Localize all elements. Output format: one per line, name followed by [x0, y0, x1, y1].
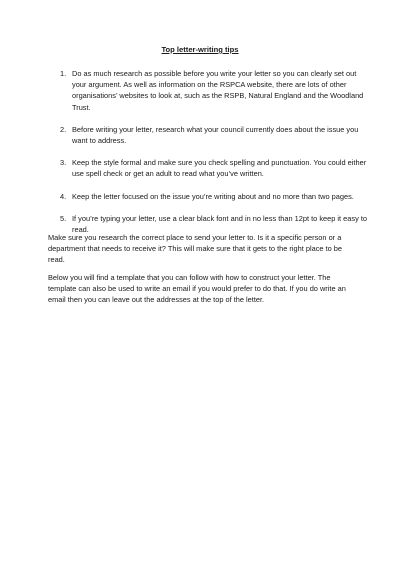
list-item-text: Do as much research as possible before you write your letter so you can clearly set out your argument. As well as information on the RSPCA website, there are lots of other organisations’ websites to look at, such as the RSPB, Natural England and the Woodland Trust. — [72, 69, 364, 112]
tips-list — [48, 68, 368, 246]
list-item-number: 4. — [60, 191, 67, 201]
list-item — [48, 191, 368, 202]
list-item-text: If you’re typing your letter, use a clear black font and in no less than 12pt to keep it easy to read. — [72, 213, 367, 235]
list-item — [48, 68, 368, 113]
list-item-text: Keep the style formal and make sure you check spelling and punctuation. You could either use spell check or get an adult to read what you’ve written. — [72, 158, 367, 179]
list-item-number: 5. — [60, 213, 67, 223]
list-item-text: Keep the letter focused on the issue you’re writing about and no more than two pages. — [72, 191, 354, 201]
list-item — [48, 157, 368, 179]
template-paragraph: Below you will find a template that you can follow with how to construct your letter. The template can also be used to write an email if you would prefer to do that. If you do write an email then you can leave out the addresses at the top of the letter. — [48, 273, 346, 305]
list-item-number: 2. — [60, 124, 67, 134]
list-item — [48, 124, 368, 146]
list-item-number: 1. — [60, 69, 67, 78]
document-title: Top letter-writing tips — [161, 45, 239, 54]
list-item-text: Before writing your letter, research what your council currently does about the issue you want to address. — [72, 124, 359, 146]
research-paragraph: Make sure you research the correct place to send your letter to. Is it a specific person or a department that needs to receive it? This will make sure that it gets to the right place to be read. — [48, 233, 343, 265]
list-item-number: 3. — [60, 158, 67, 168]
